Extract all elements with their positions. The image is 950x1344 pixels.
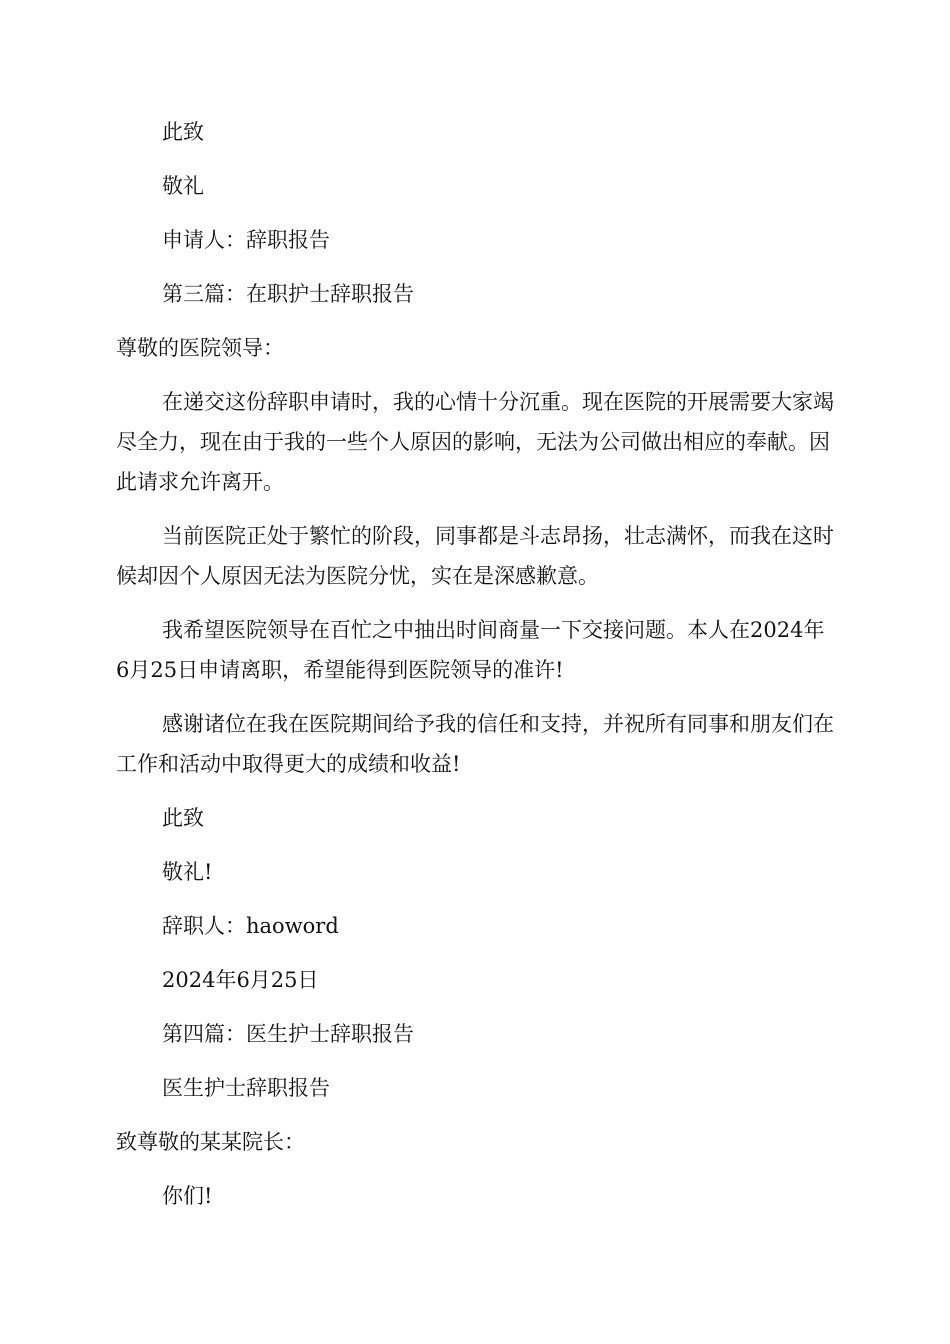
signature-date: 2024年6月25日 [162,968,319,992]
body-paragraph-3: 我希望医院领导在百忙之中抽出时间商量一下交接问题。本人在2024年6月25日申请离职，希望能得到医院领导的准许! [116,618,825,682]
section-four-subtitle: 医生护士辞职报告 [162,1076,330,1100]
body-paragraph-2: 当前医院正处于繁忙的阶段，同事都是斗志昂扬，壮志满怀，而我在这时候却因个人原因无法为医院分忧，实在是深感歉意。 [116,524,834,588]
section-three-title: 第三篇：在职护士辞职报告 [162,282,414,306]
signer-line: 辞职人：haoword [162,914,339,938]
closing-salutation-1: 此致 [162,120,204,144]
closing-regards-2: 敬礼! [162,860,213,884]
section-four-title: 第四篇：医生护士辞职报告 [162,1022,414,1046]
second-letter-greeting: 你们! [162,1184,213,1208]
closing-salutation-2: 此致 [162,806,204,830]
second-letter-recipient: 致尊敬的某某院长： [116,1130,305,1154]
body-paragraph-4: 感谢诸位在我在医院期间给予我的信任和支持，并祝所有同事和朋友们在工作和活动中取得更大的成绩和收益! [116,712,834,776]
letter-recipient: 尊敬的医院领导： [116,336,284,360]
applicant-line: 申请人：辞职报告 [162,228,330,252]
closing-regards-1: 敬礼 [162,174,204,198]
body-paragraph-1: 在递交这份辞职申请时，我的心情十分沉重。现在医院的开展需要大家竭尽全力，现在由于我的一些个人原因的影响，无法为公司做出相应的奉献。因此请求允许离开。 [116,390,834,494]
document-body [116,112,836,1230]
